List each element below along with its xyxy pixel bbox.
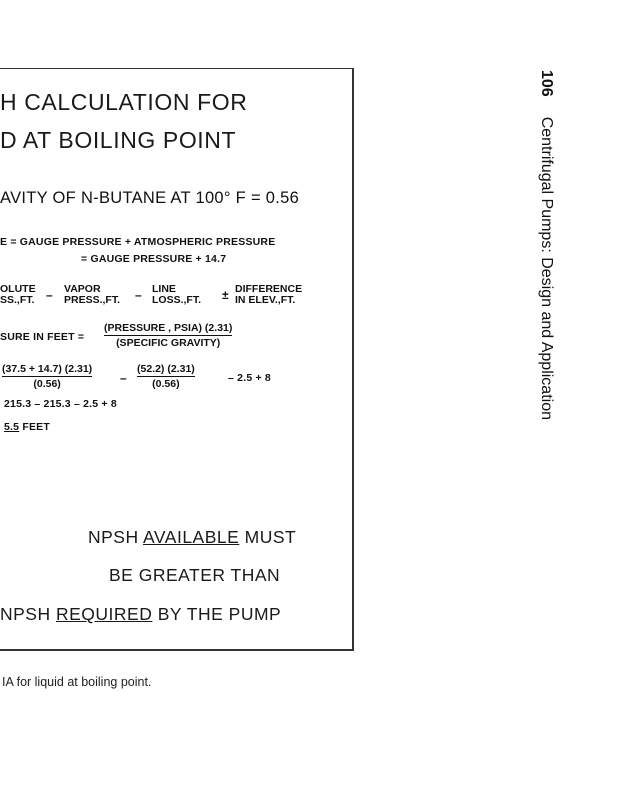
result-value: 5.5 xyxy=(4,421,20,433)
note-line-3: NPSH REQUIRED BY THE PUMP xyxy=(0,604,282,624)
figure-title-line-1: H CALCULATION FOR xyxy=(0,89,248,115)
absolute-pressure-equation: E = GAUGE PRESSURE + ATMOSPHERIC PRESSURE xyxy=(0,236,276,248)
minus-operator: – xyxy=(120,371,127,385)
page-number: 106 xyxy=(538,70,555,97)
fraction-numerator: (52.2) (2.31) xyxy=(137,363,195,375)
note-line-1: NPSH AVAILABLE MUST xyxy=(88,527,297,547)
pressure-in-feet-fraction xyxy=(104,322,232,349)
minus-operator: – xyxy=(135,288,142,302)
elevation-difference-term: DIFFERENCE IN ELEV.,FT. xyxy=(235,283,303,306)
book-title: Centrifugal Pumps: Design and Application xyxy=(538,116,555,420)
calc-simplified: 215.3 – 215.3 – 2.5 + 8 xyxy=(4,398,117,410)
calc-tail: – 2.5 + 8 xyxy=(228,372,271,384)
note-line-2: BE GREATER THAN xyxy=(109,565,281,585)
fraction-numerator: (37.5 + 14.7) (2.31) xyxy=(2,363,93,375)
result-unit: FEET xyxy=(22,421,50,433)
figure-frame xyxy=(0,68,354,651)
running-head xyxy=(537,70,555,420)
plus-minus-operator: ± xyxy=(222,288,229,302)
line-loss-term: LINE LOSS.,FT. xyxy=(152,283,202,306)
figure-caption: IA for liquid at boiling point. xyxy=(2,675,152,689)
absolute-pressure-equation-cont: = GAUGE PRESSURE + 14.7 xyxy=(81,253,227,265)
calc-result xyxy=(4,421,50,433)
fraction-denominator: (SPECIFIC GRAVITY) xyxy=(116,337,221,349)
fraction-denominator: (0.56) xyxy=(152,378,180,390)
calc-fraction-1 xyxy=(2,363,92,390)
pressure-in-feet-label: SURE IN FEET = xyxy=(0,331,85,343)
fraction-numerator: (PRESSURE , PSIA) (2.31) xyxy=(104,322,233,334)
minus-operator: – xyxy=(46,288,53,302)
note-required: REQUIRED xyxy=(55,604,153,624)
volute-term: OLUTE SS.,FT. xyxy=(0,283,36,306)
figure-title-line-2: D AT BOILING POINT xyxy=(0,127,237,153)
specific-gravity-statement: AVITY OF N-BUTANE AT 100° F = 0.56 xyxy=(0,189,300,207)
calc-fraction-2 xyxy=(137,363,195,390)
fraction-denominator: (0.56) xyxy=(33,378,61,390)
note-available: AVAILABLE xyxy=(143,527,240,547)
vapor-pressure-term: VAPOR PRESS.,FT. xyxy=(64,283,121,306)
